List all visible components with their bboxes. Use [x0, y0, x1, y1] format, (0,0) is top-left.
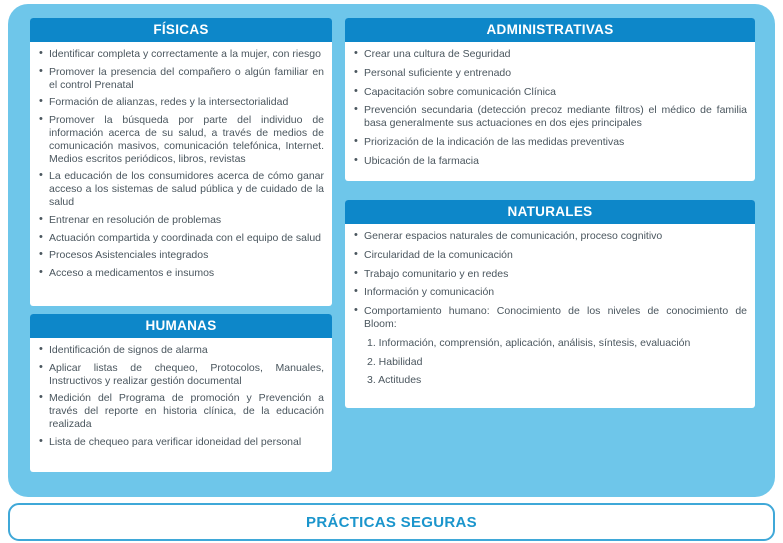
list-item: • Identificar completa y correctamente a la mujer, con riesgo [38, 48, 324, 61]
list-item: • Promover la búsqueda por parte del individuo de información acerca de su salud, a través de medios de comunicación masivos, comunicación telefónica, Internet. Medios escritos periódicos, libros, revistas [38, 114, 324, 165]
list-item: • Crear una cultura de Seguridad [353, 48, 747, 61]
list-item: 2. Habilidad [367, 355, 423, 368]
factors-panel [8, 4, 775, 497]
list-item: • Ubicación de la farmacia [353, 155, 747, 168]
section-administrativas-title: ADMINISTRATIVAS [345, 18, 755, 42]
list-item: 1. Información, comprensión, aplicación, análisis, síntesis, evaluación [367, 336, 691, 349]
list-item: • Información y comunicación [353, 286, 747, 299]
list-item: 3. Actitudes [367, 374, 422, 387]
list-item: • Capacitación sobre comunicación Clínica [353, 86, 747, 99]
list-item: • Generar espacios naturales de comunicación, proceso cognitivo [353, 230, 747, 243]
list-item: • Personal suficiente y entrenado [353, 67, 747, 80]
list-item: • Identificación de signos de alarma [38, 344, 324, 357]
list-item: • Lista de chequeo para verificar idoneidad del personal [38, 436, 324, 449]
practicas-seguras-banner [8, 503, 775, 541]
section-fisicas [30, 18, 332, 306]
list-item: • Comportamiento humano: Conocimiento de los niveles de conocimiento de Bloom: [353, 305, 747, 331]
section-naturales-title: NATURALES [345, 200, 755, 224]
list-item: • Entrenar en resolución de problemas [38, 214, 324, 227]
list-item: • Formación de alianzas, redes y la intersectorialidad [38, 96, 324, 109]
section-fisicas-items [38, 48, 324, 285]
practicas-seguras-label: PRÁCTICAS SEGURAS [306, 513, 477, 531]
section-humanas [30, 314, 332, 472]
right-column [345, 18, 755, 497]
list-item: • Prevención secundaria (detección precoz mediante filtros) el médico de familia basa generalmente sus actuaciones en dos ejes principales [353, 104, 747, 130]
list-item: • Procesos Asistenciales integrados [38, 249, 324, 262]
section-naturales-numbered-items [353, 337, 747, 393]
list-item: • Aplicar listas de chequeo, Protocolos, Manuales, Instructivos y realizar gestión documental [38, 362, 324, 388]
list-item: • Actuación compartida y coordinada con el equipo de salud [38, 232, 324, 245]
left-column [30, 18, 332, 497]
section-naturales-items [353, 230, 747, 337]
section-naturales [345, 200, 755, 408]
section-administrativas [345, 18, 755, 181]
list-item: • Acceso a medicamentos e insumos [38, 267, 324, 280]
list-item: • Priorización de la indicación de las medidas preventivas [353, 136, 747, 149]
section-humanas-title: HUMANAS [30, 314, 332, 338]
list-item: • Medición del Programa de promoción y Prevención a través del reporte en historia clínica, de la educación realizada [38, 392, 324, 430]
list-item: • La educación de los consumidores acerca de cómo ganar acceso a los sistemas de salud pública y de cuidado de la salud [38, 170, 324, 208]
section-humanas-items [38, 344, 324, 454]
section-administrativas-items [353, 48, 747, 174]
section-fisicas-title: FÍSICAS [30, 18, 332, 42]
list-item: • Circularidad de la comunicación [353, 249, 747, 262]
list-item: • Trabajo comunitario y en redes [353, 268, 747, 281]
list-item: • Promover la presencia del compañero o algún familiar en el control Prenatal [38, 66, 324, 92]
